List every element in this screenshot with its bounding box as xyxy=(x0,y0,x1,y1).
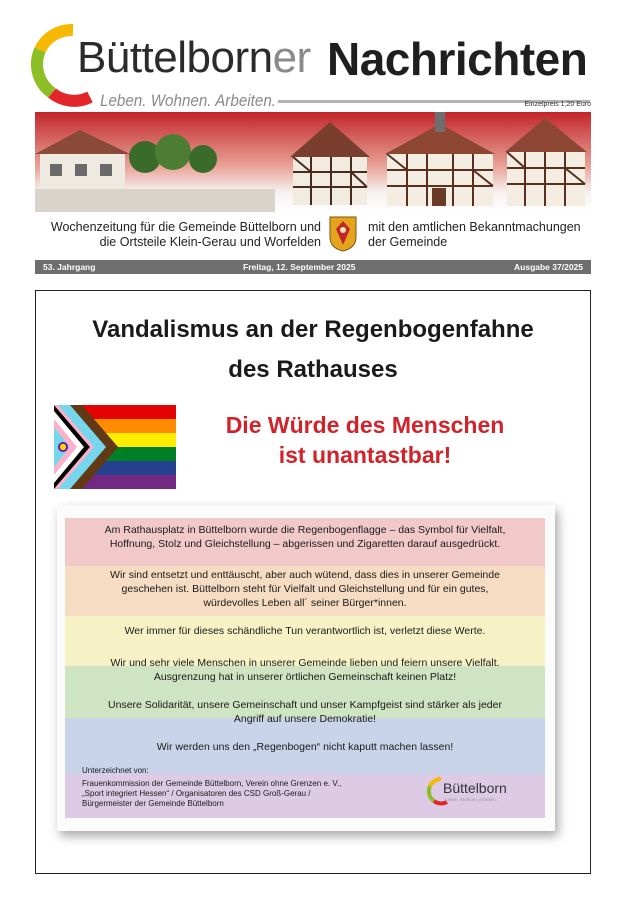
subtitle-left: Wochenzeitung für die Gemeinde Büttelborn und die Ortsteile Klein-Gerau und Worfelden xyxy=(50,220,321,249)
municipal-crest-icon xyxy=(328,215,358,253)
volume-label: 53. Jahrgang xyxy=(43,262,96,272)
town-photo-banner xyxy=(35,112,591,212)
masthead-slogan xyxy=(100,90,276,110)
buettelborn-logo xyxy=(426,774,516,808)
logo-text: Büttelborn xyxy=(443,780,507,796)
notice-paragraph-1: Am Rathausplatz in Büttelborn wurde die Regenbogenflagge – das Symbol für Vielfalt, Hoffnung, Stolz und Gleichstellung – abgerissen und Zigaretten darauf ausgedrückt. xyxy=(104,524,506,550)
issue-info-bar xyxy=(35,260,591,274)
red-slogan: Die Würde des Menschen ist unantastbar! xyxy=(225,412,505,468)
logo-slogan: Leben. Wohnen. Arbeiten. xyxy=(445,797,497,802)
subtitle-right: mit den amtlichen Bekanntmachungen der Gemeinde xyxy=(368,220,581,249)
article-headline: Vandalismus an der Regenbogenfahne des Rathauses xyxy=(92,316,534,383)
notice-paragraph-5: Unsere Solidarität, unsere Gemeinschaft und unser Kampfgeist sind stärker als jeder Angriff auf unsere Demokratie! xyxy=(108,699,502,725)
progress-pride-flag-icon xyxy=(54,405,176,489)
notice-paragraph-4: Wir und sehr viele Menschen in unserer Gemeinde lieben und feiern unsere Vielfalt. Ausgrenzung hat in unserer örtlichen Gemeinschaft keinen Platz! xyxy=(110,657,500,683)
svg-text:Leben. Wohnen. Arbeiten.: Leben. Wohnen. Arbeiten. xyxy=(100,91,276,110)
notice-paragraph-2: Wir sind entsetzt und enttäuscht, aber auch wütend, dass dies in unserer Gemeinde geschehen ist. Büttelborn steht für Vielfalt und Gleichstellung und für ein gutes, würdevolles Leben all´ seiner Bürger*innen. xyxy=(110,569,500,609)
price-label: Einzelpreis 1,20 Euro xyxy=(524,101,591,108)
issue-label: Ausgabe 37/2025 xyxy=(514,262,583,272)
notice-paragraph-3: Wer immer für dieses schändliche Tun verantwortlich ist, verletzt diese Werte. xyxy=(124,625,486,637)
notice-paragraph-6: Wir werden uns den „Regenbogen“ nicht kaputt machen lassen! xyxy=(156,741,454,753)
signatories: Unterzeichnet von: Frauenkommission der Gemeinde Büttelborn, Verein ohne Grenzen e. V., „Sport integriert Hessen“ / Organisatoren des CSD Groß-Gerau / Bürgermeister der Gemeinde Büttelborn xyxy=(82,766,342,808)
masthead-title-nachrichten: Nachrichten xyxy=(327,33,588,85)
masthead-title-buettelborner: Büttelborner xyxy=(77,33,311,82)
date-label: Freitag, 12. September 2025 xyxy=(243,262,356,272)
